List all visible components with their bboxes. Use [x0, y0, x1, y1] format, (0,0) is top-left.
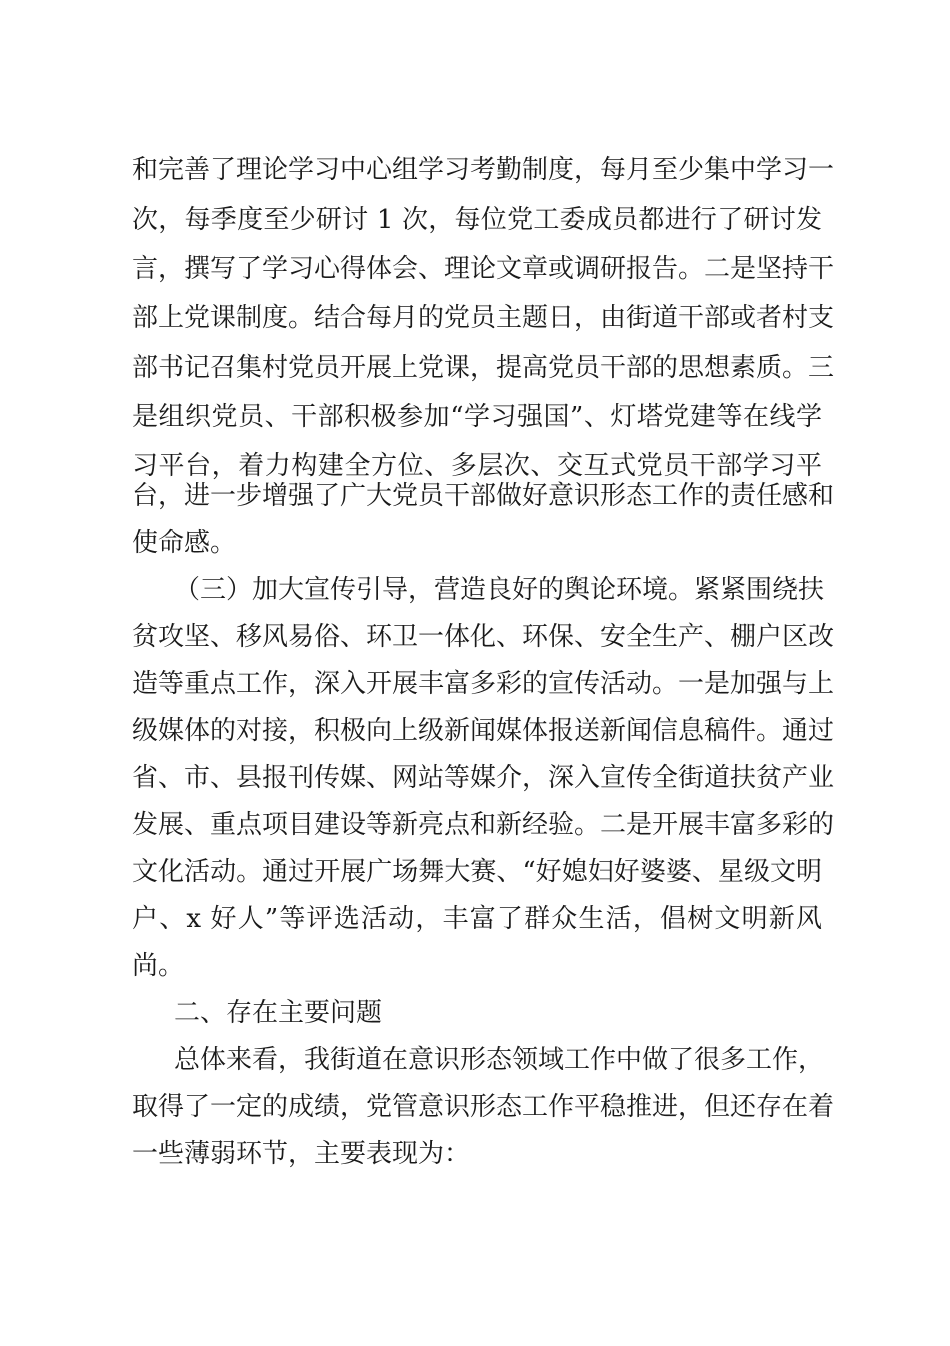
section-heading-line: （三）加大宣传引导，营造良好的舆论环境。紧紧围绕扶: [174, 575, 825, 605]
paragraph-line: 取得了一定的成绩，党管意识形态工作平稳推进，但还存在着: [132, 1092, 835, 1122]
paragraph-line: 文化活动。通过开展广场舞大赛、“好媳妇好婆婆、星级文明: [132, 857, 822, 887]
paragraph-line: 一些薄弱环节，主要表现为：: [132, 1139, 471, 1169]
paragraph-line: 总体来看，我街道在意识形态领域工作中做了很多工作，: [174, 1045, 825, 1075]
paragraph-line: 造等重点工作，深入开展丰富多彩的宣传活动。一是加强与上: [132, 669, 835, 699]
paragraph-line: 使命感。: [132, 528, 237, 558]
paragraph-line: 是组织党员、干部积极参加“学习强国”、灯塔党建等在线学: [132, 402, 822, 432]
paragraph-line: 台，进一步增强了广大党员干部做好意识形态工作的责任感和: [132, 481, 835, 511]
paragraph-line: 户、x 好人”等评选活动，丰富了群众生活，倡树文明新风: [132, 904, 822, 934]
paragraph-line: 省、市、县报刊传媒、网站等媒介，深入宣传全街道扶贫产业: [132, 763, 835, 793]
paragraph-line: 贫攻坚、移风易俗、环卫一体化、环保、安全生产、棚户区改: [132, 622, 835, 652]
paragraph-line: 尚。: [132, 951, 185, 981]
paragraph-line: 级媒体的对接，积极向上级新闻媒体报送新闻信息稿件。通过: [132, 716, 835, 746]
section-heading: 二、存在主要问题: [174, 998, 383, 1028]
paragraph-line: 言，撰写了学习心得体会、理论文章或调研报告。二是坚持干: [132, 254, 835, 284]
paragraph-line: 和完善了理论学习中心组学习考勤制度，每月至少集中学习一: [132, 155, 835, 185]
paragraph-line: 习平台，着力构建全方位、多层次、交互式党员干部学习平: [132, 451, 822, 481]
paragraph-line: 部书记召集村党员开展上党课，提高党员干部的思想素质。三: [132, 353, 835, 383]
paragraph-line: 发展、重点项目建设等新亮点和新经验。二是开展丰富多彩的: [132, 810, 835, 840]
paragraph-line: 次，每季度至少研讨 1 次，每位党工委成员都进行了研讨发: [132, 205, 822, 235]
paragraph-line: 部上党课制度。结合每月的党员主题日，由街道干部或者村支: [132, 303, 835, 333]
